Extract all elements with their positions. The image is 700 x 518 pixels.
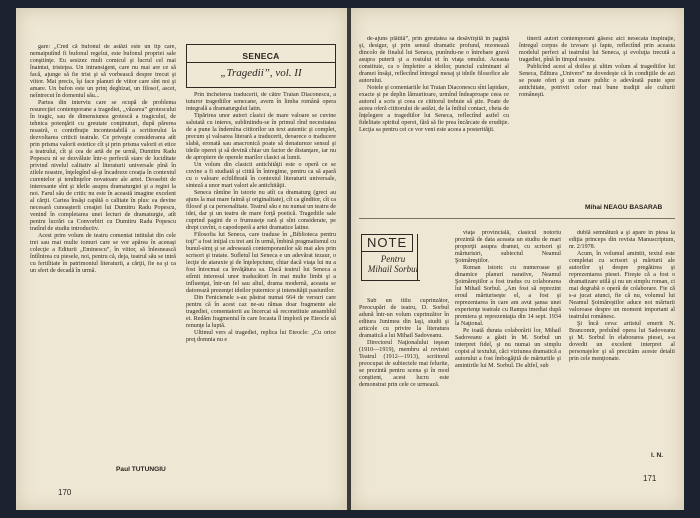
paragraph: de-ajuns plătită”, prin greutatea sa desăvîrşită în pagină şi, desigur, şi prin sensul dramatic profund, rezonează dincolo de finalul lui Seneca, punîndu-ne o întrebare gravă asupra puterii şi a rostului ei în viaţa omului. Aceasta constituie, ca o împletire a ideilor, punctul culminant al dramei însăşi, reflectînd întregul mesaj şi ideile filosofice ale autorului. <box>359 36 509 84</box>
right-column-1 <box>359 36 509 208</box>
left-column-2 <box>186 92 336 492</box>
right-page <box>351 8 684 510</box>
paragraph: tinerii autori contemporani găsesc aici nesecata inspiraţie, întregul corpus de izvoare şi fapte, reflectînd prin aceasta modelul perfect al teatrului lui Seneca, şi evoluţia trecută a tragediei, pînă în timpul nostru. <box>519 36 675 63</box>
paragraph: Tipărirea unor autori clasici de mare valoare se cuvine salutată cu interes, subliniindu-se în primul rînd necesitatea de a pune la îndemîna cititorilor un text autentic şi complet, precum şi valoarea literară a traducerii, deoarece o traducere slabă, eronată sau anacronică poate să denatureze sensul şi ideile operei şi să devină chiar un factor de distanţare, iar nu de apropiere de operele marilor clasici ai lumii. <box>186 113 336 161</box>
page-number-left: 170 <box>58 488 72 497</box>
note-heading: NOTE <box>361 234 413 252</box>
paragraph: Un volum din clasicii antichităţii este o operă ce se cuvine a fi studiată şi citită în întregime, pentru ca să apară cu o valoare echilibrată în contextul literaturii universale, sinteză a unor mari valori ale antichităţii. <box>186 162 336 189</box>
signature-mihai-neagu-basarab: Mihai NEAGU BASARAB <box>585 204 663 211</box>
paragraph: gare: „Cred că bufonul de astăzi este un tip care, nemaiputînd fi bufonul regelui, este bufonul propriei sale conştiinţe. Eu sesizez mult comicul şi lucrul cel mai înaintat, tristeţea. Un intransigent, care nu mai are ce să facă, ajunge să fie trist şi să vorbească despre trecut şi viitor. Mai precis, îşi face planuri de viitor care sînt noi şi amare. Un bufon este un prinţ deghizat, un filosof, ascet, neîntrecut în domeniul său... <box>30 44 176 99</box>
paragraph: Partea din interviu care se ocupă de problema resurecţiei contemporane a tragediei, „văzarea” grotescului în tragic, sau de dimensiunea grotescă a tragicului, de tehnica potenţării cu greutate conţinuturi, după părerea noastră, o contribuţie incontestabilă a scriitorului la dezvoltarea criticii teatrale. Ce priveşte considerarea atît prin prisma valorii estetice cît şi prin prisma valorii ei etice a teatrului, cît şi cea de artă de pe urmă, Dumitru Radu Popescu ni se dezvăluie într-o perfectă stare de luciditate privind nivelul calitativ al literaturii universale pînă în zilele noastre, înţelegînd să-şi încadreze creaţia în contextul curentelor şi tendinţelor novatoare ale artei. Deosebit de interesante sînt şi ideile asupra dramaturgiei şi a regiei la noi. Farul său de critic nu este în această imagine excelent al cărţii. Cartea însăşi capătă o calitate în plus: ea devine necesară cunoaşterii creaţiei lui Dumitru Radu Popescu, venind în completarea unei lecturi de dramaturgie, atît pentru lucrări ca Convorbiri cu Dumitru Radu Popescu tratînd de studiu introductiv. <box>30 100 176 232</box>
seneca-title-box <box>186 44 336 88</box>
paragraph: dublă semnătură a şi apare în piesa la ediţia princeps din revista Manuscriptum, nr. 2/1978. <box>569 230 675 250</box>
paragraph: Filosofia lui Seneca, care traduse în „Biblioteca pentru toţi” a fost iniţial cu trei ani în urmă, îmbină pragmatismul cu bunul-simţ şi se adresează contemporanilor săi mai ales prin scrisori şi tratate. Sufletul lui Seneca e un adevărat tezaur, o lecţie de ataraxie şi de înţelepciune, chiar dacă viaţa lui nu a fost întocmai ca învăţătura sa. Dacă teatrul lui Seneca a stîrnit interesul unor traducători în mai multe limbi şi a influenţat, într-un fel sau altul, drama modernă, aceasta se datorează prezenţei ideilor puternice şi intensităţii pasiunilor. <box>186 232 336 294</box>
right-column-4 <box>455 230 561 468</box>
paragraph: Şi încă ceva: artistul emerit N. Brancomir, preluînd opera lui Sadoveanu şi M. Sorbul în elaborarea piesei, s-a dovedit un excelent interpret al personajelor şi să precizăm aceste detalii prin cele menţionate. <box>569 321 675 362</box>
paragraph: Prin încheierea traducerii, de către Traian Diaconescu, a tuturor tragediilor senecane, avem în limba română opera integrală a dramaturgului latin. <box>186 92 336 112</box>
paragraph: Sub un titlu cuprinzător, Preocupări de teatru, D. Sorbul adună într-un volum cuprinzător în editura Junimea din Iaşi, studii şi articole cu privire la literatura dramatică a lui Mihail Sadoveanu. <box>359 298 449 339</box>
paragraph: Roman istoric cu numeroase şi dinamice planuri narative, Neamul Şoimăreştilor a fost tradus cu colaborarea lui Mihail Sorbul. „Am fost să reprezint eroul mărturiseşte el, a fost şi reprezentarea în care am avut şansa unei experienţe teatrale cu Rampa imediat după premiera şi reprezentaţia din 14 sept. 1934 la Naţional. <box>455 265 561 327</box>
paragraph: Directorul Naţionalului ieşean (1910—1919), membru al revistei Teatrul (1912—1913), scriitorul preocupat de subiectele mai felurite, se prezintă pentru scena şi în mod conştient, acest lucru este demonstrat prin cele ce urmează. <box>359 340 449 388</box>
paragraph: Publicînd acest al doilea şi ultim volum al tragediilor lui Seneca, Editura „Univers” ne dovedeşte că în condiţiile de azi se poate oferi şi un mare public o adevărată punte spre antichitate, potrivit celor mai bune tradiţii ale culturii româneşti. <box>519 64 675 98</box>
note-title-box <box>361 234 425 284</box>
paragraph: Ultimul vers al tragediei, replica lui Eteocle: „Cu orice preţ domnia nu e <box>186 330 336 343</box>
signature-paul-tutungiu: Paul TUTUNGIU <box>116 466 166 473</box>
paragraph: Acest prim volum de teatru comentat intitulat din cele trei sau mai multe tomuri care se vor apărea în aceeaşi colecţie a Editurii „Eminescu”, în viitor, să înlesnească întîlnirea cu piesele, noi, pentru că, deja, teatrul său se intră cu fertilitate în patrimoniul literaturii, a cărţii, fie ea şi ca un sfert de decadă în urmă. <box>30 233 176 274</box>
note-title-line-2: Mihail Sorbul <box>367 264 419 274</box>
page-number-right: 171 <box>643 474 657 483</box>
left-column-1 <box>30 44 176 474</box>
box-subtitle: „Tragedii”, vol. II <box>220 67 302 79</box>
right-column-3 <box>359 298 449 466</box>
paragraph: Seneca rămîne în istorie nu atît ca dramaturg (greci au ajuns la mai mare faimă şi originalitate), cît ca gînditor, cît ca filosof şi ca personalitate. Teatrul său e nu numai un teatru de idei, dar şi un teatru de mare forţă poetică. Tragediile sale cuprind pagini de o frumuseţe rară şi sînt considerate, pe drept cuvînt, o capodoperă a artei dramatice latine. <box>186 190 336 231</box>
signature-in: I. N. <box>651 452 664 459</box>
note-title-line-1: Pentru <box>380 254 406 264</box>
right-column-5 <box>569 230 675 462</box>
left-page <box>16 8 348 510</box>
paragraph: Din Fenicienele s-au păstrat numai 664 de versuri care pentru că în acest caz ne-au rămas doar fragmente ale tragediei, comentatorii au încercat să reconstituie ansamblul ei. Redăm fragmentul în care Iocasta îl imploră pe Eteocle să renunţe la luptă. <box>186 295 336 329</box>
paragraph: viaţa provincială, clasicul notoriu prezintă de data aceasta un studiu de mari proporţii asupra dramei, cu scrisori şi mărturisiri, subiectul Neamul Şoimăreştilor. <box>455 230 561 264</box>
paragraph: Acum, în volumul amintit, textul este completat cu scrisori şi mărturii ale autorilor şi despre pregătirea şi reprezentarea piesei. Fireşte că a fost o dramatizare utilă şi nu un simplu roman, ci mai degrabă o operă de colaborare. Fie că s-a jucat atunci, fie că nu, volumul lui Neamul Şoimăreştilor aduce noi mărturii valoroase despre un moment important al teatrului românesc. <box>569 251 675 320</box>
right-column-2 <box>519 36 675 196</box>
box-title: SENECA <box>242 51 280 61</box>
section-divider <box>359 218 675 219</box>
paragraph: Pe toată durata colaborării lor, Mihail Sadoveanu a găsit în M. Sorbul un interpret fidel, şi nu numai un simplu copist al textului, căci viziunea dramatică a autorului a fost îmbogăţită de mărturiile şi amintirile lui M. Sorbul. De altfel, sub <box>455 328 561 369</box>
paragraph: Notele şi comentariile lui Traian Diaconescu sînt lapidare, exacte şi pe deplin lămuritoare, urmînd îndeaproape ceea ce autorul a scris şi ceea ce cititorul trebuie să ştie. Poate de aceea oferă cititorului de astăzi, de la întîiul contact, cheia de înţelegere a tragediilor lui Seneca, reflectînd astfel cu fidelitate spiritul operei, fără să fie prea încărcate de erudiţie. Lecţia sa pentru cei ce vor veni este aceea a posterităţii. <box>359 85 509 133</box>
box-divider <box>187 62 335 63</box>
